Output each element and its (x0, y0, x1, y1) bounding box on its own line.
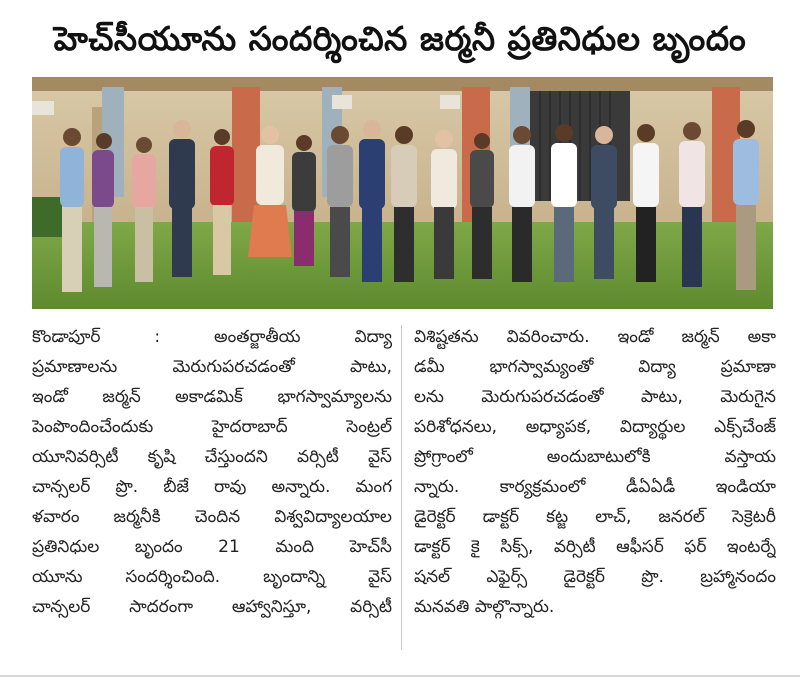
group-photo (32, 77, 773, 309)
article-line: చాన్సలర్ ప్రొ. బీజే రావు అన్నారు. మంగ (32, 477, 392, 497)
headline: హెచ్‌సీయూను సందర్శించిన జర్మనీ ప్రతినిధుల బృందం (53, 19, 747, 58)
article-column-right (414, 322, 776, 622)
column-divider (401, 325, 402, 650)
article-line: డాక్టర్ కై సిక్స్, వర్సిటీ ఆఫీసర్ ఫర్ ఇంటర్నే (414, 537, 776, 557)
article-line: డైరెక్టర్ డాక్టర్ కట్జ లాచ్, జనరల్ సెక్రెటరీ (414, 507, 776, 527)
article-column-left (32, 322, 392, 622)
article-line: యూను సందర్శించింది. బృందాన్ని వైస్ (32, 567, 392, 587)
article-line: ప్రోగ్రాంలో అందుబాటులోకి వస్తాయ (414, 447, 776, 467)
article-line: ప్రమాణాలను మెరుగుపరచడంతో పాటు, (32, 357, 392, 377)
article-line: విశిష్టతను వివరించారు. ఇండో జర్మన్ అకా (414, 327, 776, 347)
article-line: ఇండో జర్మన్ అకాడమిక్ భాగస్వామ్యాలను (32, 387, 392, 407)
article-line: యూనివర్సిటీ కృషి చేస్తుందని వర్సిటీ వైస్ (32, 447, 392, 467)
group-photo-icon (32, 77, 773, 309)
article-line: డమీ భాగస్వామ్యంతో విద్యా ప్రమాణా (414, 357, 776, 377)
article-line: కొండాపూర్ : అంతర్జాతీయ విద్యా (32, 327, 392, 347)
bottom-rule (0, 675, 800, 677)
article-line: పరిశోధనలు, అధ్యాపక, విద్యార్థుల ఎక్స్‌చేంజ్ (414, 417, 776, 437)
article-line: ప్రతినిధుల బృందం 21 మంది హెచ్‌సీ (32, 537, 392, 557)
article-line: ళవారం జర్మనీకి చెందిన విశ్వవిద్యాలయాల (32, 507, 392, 527)
article-line: చాన్సలర్ సాదరంగా ఆహ్వానిస్తూ, వర్సిటీ (32, 597, 392, 617)
article-line: షనల్ ఎఫైర్స్ డైరెక్టర్ ప్రొ. బ్రహ్మానందం (414, 567, 776, 587)
article-line: లను మెరుగుపరచడంతో పాటు, మెరుగైన (414, 387, 776, 407)
article-line: మనవతి పాల్గొన్నారు. (414, 597, 555, 617)
article-line: న్నారు. కార్యక్రమంలో డీఏఏడీ ఇండియా (414, 477, 776, 497)
article-line: పెంపొందించేందుకు హైదరాబాద్ సెంట్రల్ (32, 417, 392, 437)
